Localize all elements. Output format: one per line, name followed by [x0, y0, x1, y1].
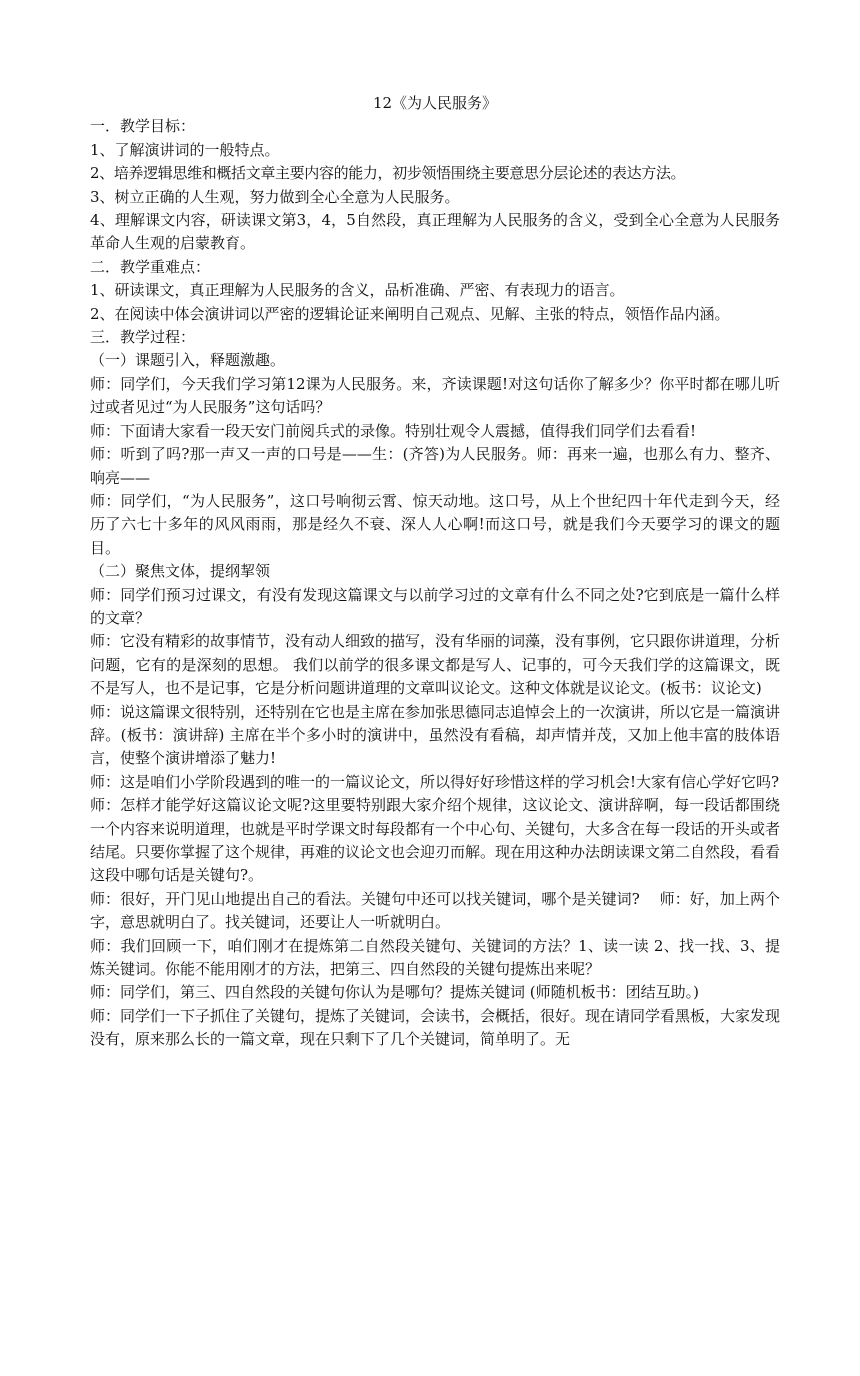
paragraph: 师：很好，开门见山地提出自己的看法。关键句中还可以找关键词，哪个是关键词? 师：好，加上两个字，意思就明白了。找关键词，还要让人一听就明白。	[90, 889, 780, 932]
paragraph: 师：同学们一下子抓住了关键句，提炼了关键词，会读书，会概括，很好。现在请同学看黑板，大家发现没有，原来那么长的一篇文章，现在只剩下了几个关键词，简单明了。无	[90, 1006, 781, 1049]
section-heading-objectives: 一．教学目标：	[90, 117, 196, 136]
section-heading-key-points: 二．教学重难点：	[90, 257, 211, 276]
paragraph: 师：它没有精彩的故事情节，没有动人细致的描写，没有华丽的词藻，没有事例，它只跟你讲道理，分析问题，它有的是深刻的思想。 我们以前学的很多课文都是写人、记事的，可今天我们学的这篇课文，既不是写人，也不是记事，它是分析问题讲道理的文章叫议论文。这种文体就是议论文。(板书：议论文)	[90, 632, 781, 698]
document-title: 12《为人民服务》	[372, 94, 498, 112]
section-heading-process: 三．教学过程：	[90, 328, 196, 347]
paragraph: 师：下面请大家看一段天安门前阅兵式的录像。特别壮观令人震撼，值得我们同学们去看看!	[90, 421, 697, 440]
paragraph: 师：这是咱们小学阶段遇到的唯一的一篇议论文，所以得好好珍惜这样的学习机会!大家有信心学好它吗?	[90, 772, 780, 791]
paragraph: 2、培养逻辑思维和概括文章主要内容的能力，初步领悟围绕主要意思分层论述的表达方法。	[90, 164, 686, 183]
paragraph: 师：同学们，第三、四自然段的关键句你认为是哪句？提炼关键词 (师随机板书：团结互助。)	[90, 983, 699, 1002]
paragraph: 1、了解演讲词的一般特点。	[90, 140, 280, 159]
document-page	[90, 92, 780, 1052]
paragraph: 师：同学们预习过课文，有没有发现这篇课文与以前学习过的文章有什么不同之处?它到底是一篇什么样的文章？	[90, 585, 780, 627]
paragraph: 3、树立正确的人生观，努力做到全心全意为人民服务。	[90, 187, 460, 206]
paragraph: 师：说这篇课文很特别，还特别在它也是主席在参加张思德同志追悼会上的一次演讲，所以它是一篇演讲辞。(板书：演讲辞) 主席在半个多小时的演讲中，虽然没有看稿，却声情并茂，又加上他丰富的肢体语言，使整个演讲增添了魅力!	[90, 702, 781, 768]
subsection-heading: （二）聚焦文体，提纲挈领	[90, 562, 271, 581]
paragraph: 师：同学们，今天我们学习第12课为人民服务。来，齐读课题!对这句话你了解多少？你平时都在哪儿听过或者见过“为人民服务”这句话吗？	[90, 374, 780, 417]
paragraph: 师：同学们，“为人民服务”，这口号响彻云霄、惊天动地。这口号，从上个世纪四十年代走到今天，经历了六七十多年的风风雨雨，那是经久不衰、深人人心啊!而这口号，就是我们今天要学习的课文的题目。	[90, 491, 780, 557]
paragraph: 1、研读课文，真正理解为人民服务的含义，品析准确、严密、有表现力的语言。	[90, 281, 625, 300]
paragraph: 师：怎样才能学好这篇议论文呢?这里要特别跟大家介绍个规律，这议论文、演讲辞啊，每一段话都围绕一个内容来说明道理，也就是平时学课文时每段都有一个中心句、关键句，大多含在每一段话的开头或者结尾。只要你掌握了这个规律，再难的议论文也会迎刃而解。现在用这种办法朗读课文第二自然段，看看这段中哪句话是关键句?。	[90, 796, 781, 885]
paragraph: 师：我们回顾一下，咱们刚才在提炼第二自然段关键句、关键词的方法？1、读一读 2、找一找、3、提炼关键词。你能不能用刚才的方法，把第三、四自然段的关键句提炼出来呢？	[90, 936, 780, 979]
paragraph: 2、在阅读中体会演讲词以严密的逻辑论证来阐明自己观点、见解、主张的特点，领悟作品内涵。	[90, 304, 730, 323]
paragraph: 师：听到了吗?那一声又一声的口号是——生：(齐答)为人民服务。师：再来一遍，也那么有力、整齐、响亮——	[90, 445, 780, 487]
subsection-heading: （一）课题引入，释题激趣。	[90, 351, 286, 370]
paragraph: 4、理解课文内容，研读课文第3，4，5自然段，真正理解为人民服务的含义，受到全心全意为人民服务革命人生观的启蒙教育。	[90, 211, 780, 253]
